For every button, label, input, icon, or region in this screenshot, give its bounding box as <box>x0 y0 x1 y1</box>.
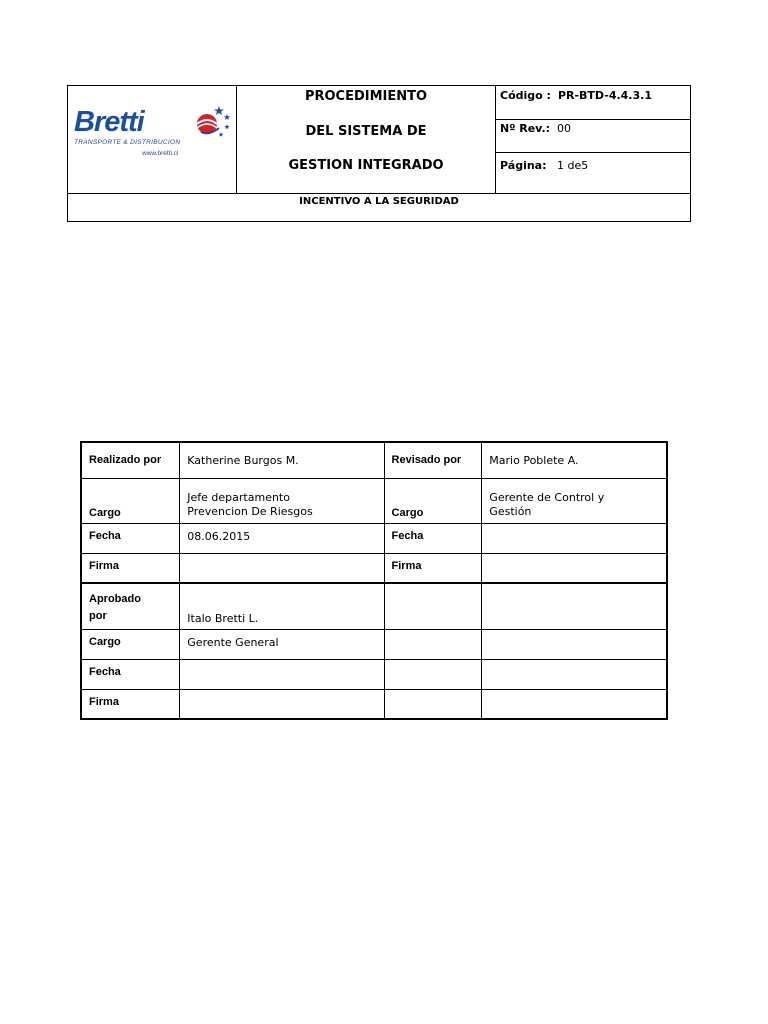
empty-cell <box>180 659 384 689</box>
firma-value-empty <box>482 553 667 583</box>
codigo-row <box>496 89 690 102</box>
table-row <box>81 442 667 478</box>
rev-label: Nº Rev.: <box>500 122 551 135</box>
pagina-value: 1 de5 <box>557 159 589 172</box>
aprobado-label <box>81 583 180 629</box>
bretti-logo <box>72 102 232 162</box>
firma-value-empty <box>180 553 384 583</box>
title-line-1: PROCEDIMIENTO <box>304 89 428 104</box>
empty-cell <box>384 629 482 659</box>
table-row <box>81 553 667 583</box>
table-row <box>81 523 667 553</box>
cargo-label: Cargo <box>81 478 180 523</box>
realizado-label: Realizado por <box>81 442 180 478</box>
aprobado-line: Aprobado <box>89 592 141 605</box>
fecha-value: 08.06.2015 <box>180 523 384 553</box>
title-line-2: DEL SISTEMA DE <box>305 124 427 139</box>
pagina-row <box>496 159 690 172</box>
empty-cell <box>180 689 384 719</box>
empty-cell <box>482 583 667 629</box>
rev-row <box>496 122 690 135</box>
approval-table <box>80 441 668 720</box>
table-row <box>81 478 667 523</box>
cargo-value <box>180 478 384 523</box>
empty-cell <box>384 659 482 689</box>
logo-tagline: TRANSPORTE & DISTRIBUCION <box>74 139 181 146</box>
cargo-line: Prevencion De Riesgos <box>187 504 313 518</box>
cargo-line: Gerente de Control y <box>489 490 605 504</box>
revisado-label: Revisado por <box>384 442 482 478</box>
table-row <box>81 659 667 689</box>
cargo-value: Gerente General <box>180 629 384 659</box>
document-meta <box>496 86 690 193</box>
logo-url: www.bretti.cl <box>142 150 179 157</box>
cargo-label: Cargo <box>384 478 482 523</box>
table-row <box>81 629 667 659</box>
empty-cell <box>482 659 667 689</box>
aprobado-value: Italo Bretti L. <box>180 583 384 629</box>
document-header <box>67 85 691 222</box>
empty-cell <box>384 583 482 629</box>
globe-star-icon <box>189 102 233 146</box>
empty-cell <box>482 629 667 659</box>
realizado-value: Katherine Burgos M. <box>180 442 384 478</box>
empty-cell <box>384 689 482 719</box>
procedure-subtitle: INCENTIVO A LA SEGURIDAD <box>68 193 690 221</box>
table-row <box>81 583 667 629</box>
cargo-line: Gestión <box>489 504 532 518</box>
cargo-label: Cargo <box>81 629 180 659</box>
fecha-label: Fecha <box>81 659 180 689</box>
rev-value: 00 <box>557 122 572 135</box>
codigo-value: PR-BTD-4.4.3.1 <box>557 89 652 102</box>
fecha-label: Fecha <box>81 523 180 553</box>
firma-label: Firma <box>81 689 180 719</box>
fecha-label: Fecha <box>384 523 482 553</box>
title-line-3: GESTION INTEGRADO <box>288 158 444 173</box>
firma-label: Firma <box>384 553 482 583</box>
logo-cell <box>68 86 237 193</box>
fecha-value-empty <box>482 523 667 553</box>
cargo-line: Jefe departamento <box>187 490 290 504</box>
table-row <box>81 689 667 719</box>
procedure-title <box>237 86 496 193</box>
logo-brand: Bretti <box>74 106 144 138</box>
aprobado-line: por <box>89 609 107 622</box>
codigo-label: Código : <box>500 89 551 102</box>
pagina-label: Página: <box>500 159 547 172</box>
revisado-value: Mario Poblete A. <box>482 442 667 478</box>
meta-divider <box>496 119 690 120</box>
cargo-value <box>482 478 667 523</box>
firma-label: Firma <box>81 553 180 583</box>
meta-divider <box>496 152 690 153</box>
empty-cell <box>482 689 667 719</box>
